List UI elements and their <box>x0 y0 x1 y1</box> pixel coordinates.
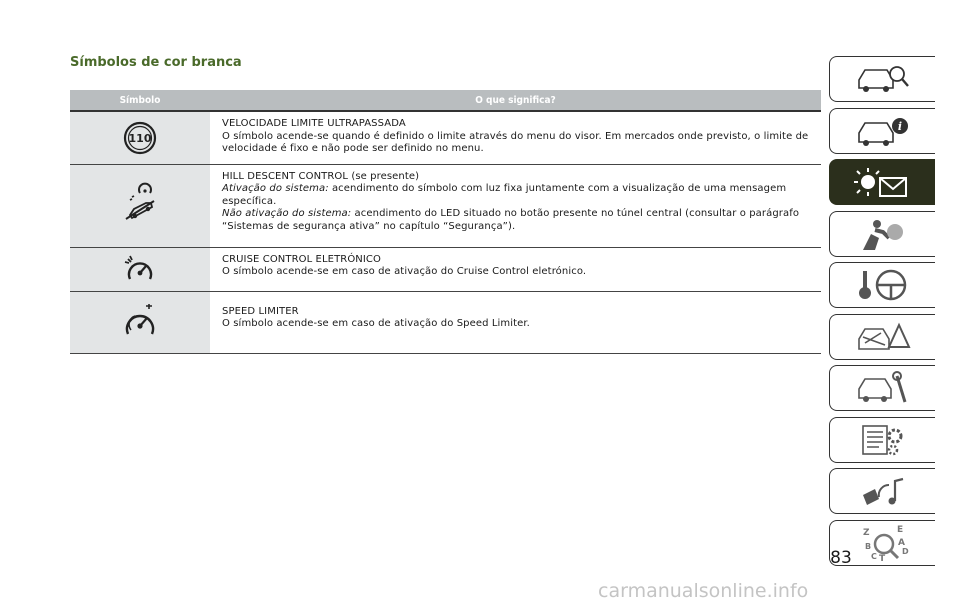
row-deactivation <box>222 208 811 233</box>
music-phone-icon <box>853 471 913 511</box>
tab-car-search[interactable] <box>829 56 935 102</box>
svg-text:E: E <box>896 524 903 535</box>
svg-text:i: i <box>897 119 902 133</box>
key-steering-wheel-icon <box>853 265 913 305</box>
row-description: O símbolo acende-se em caso de ativação do Cruise Control eletrónico. <box>222 266 587 277</box>
svg-text:T: T <box>878 553 885 563</box>
car-wrench-icon <box>853 368 913 408</box>
table-row <box>70 247 821 291</box>
tab-warning-lights[interactable] <box>829 159 935 205</box>
table-row <box>70 291 821 353</box>
row-title: SPEED LIMITER <box>222 305 299 317</box>
watermark: carmanualsonline.info <box>598 580 809 602</box>
deactivation-text: acendimento do LED situado no botão presente no túnel central (consultar o parágrafo “Sistemas de segurança ativa” no capítulo “Segurança”). <box>222 208 800 232</box>
tab-car-info[interactable] <box>829 108 935 154</box>
svg-text:Z: Z <box>862 527 870 538</box>
tab-multimedia[interactable] <box>829 468 935 514</box>
cruise-control-icon <box>122 253 158 287</box>
symbol-cell <box>70 111 210 164</box>
tab-safety[interactable] <box>829 211 935 257</box>
warning-light-message-icon <box>848 162 918 202</box>
tab-emergency[interactable] <box>829 314 935 360</box>
activation-label: Ativação do sistema: <box>222 183 329 194</box>
tab-starting-driving[interactable] <box>829 262 935 308</box>
document-gear-icon <box>853 420 913 460</box>
svg-text:A: A <box>897 537 905 548</box>
table-row <box>70 111 821 164</box>
row-description: O símbolo acende-se quando é definido o limite através do menu do visor. Em mercados onde previsto, o limite de velocidade é fixo e não pode ser definido no menu. <box>222 130 809 154</box>
svg-text:C: C <box>870 551 877 561</box>
meaning-cell <box>210 247 821 291</box>
table-header-row <box>70 90 821 111</box>
meaning-cell <box>210 291 821 353</box>
car-search-icon <box>853 60 913 98</box>
page-number: 83 <box>830 548 852 568</box>
symbol-cell <box>70 247 210 291</box>
tab-technical-data[interactable] <box>829 417 935 463</box>
svg-text:D: D <box>901 546 909 556</box>
seat-airbag-icon <box>853 214 913 254</box>
speed-limiter-icon <box>119 302 161 342</box>
section-title: Símbolos de cor branca <box>70 55 242 70</box>
tab-maintenance[interactable] <box>829 365 935 411</box>
chapter-tabs <box>829 56 935 571</box>
symbol-cell <box>70 164 210 247</box>
row-title: VELOCIDADE LIMITE ULTRAPASSADA <box>222 118 406 129</box>
row-title: HILL DESCENT CONTROL (se presente) <box>222 170 420 182</box>
car-breakdown-warning-icon <box>853 317 913 357</box>
row-description: O símbolo acende-se em caso de ativação do Speed Limiter. <box>222 318 530 329</box>
row-activation <box>222 183 811 208</box>
row-title: CRUISE CONTROL ELETRÓNICO <box>222 253 381 265</box>
activation-text: acendimento do símbolo com luz fixa juntamente com a visualização de uma mensagem específica. <box>222 183 787 207</box>
svg-text:B: B <box>864 541 871 551</box>
symbols-table <box>70 90 821 354</box>
symbol-cell <box>70 291 210 353</box>
meaning-cell <box>210 111 821 164</box>
speed-limit-text: 110 <box>128 132 152 145</box>
speed-limit-110-icon <box>120 118 160 158</box>
hill-descent-control-icon <box>118 181 162 225</box>
header-symbol: Símbolo <box>70 90 210 111</box>
alphabet-index-icon <box>853 523 913 563</box>
header-meaning: O que significa? <box>210 90 821 111</box>
car-info-icon <box>853 112 913 150</box>
table-row <box>70 164 821 247</box>
deactivation-label: Não ativação do sistema: <box>222 208 352 219</box>
meaning-cell <box>210 164 821 247</box>
